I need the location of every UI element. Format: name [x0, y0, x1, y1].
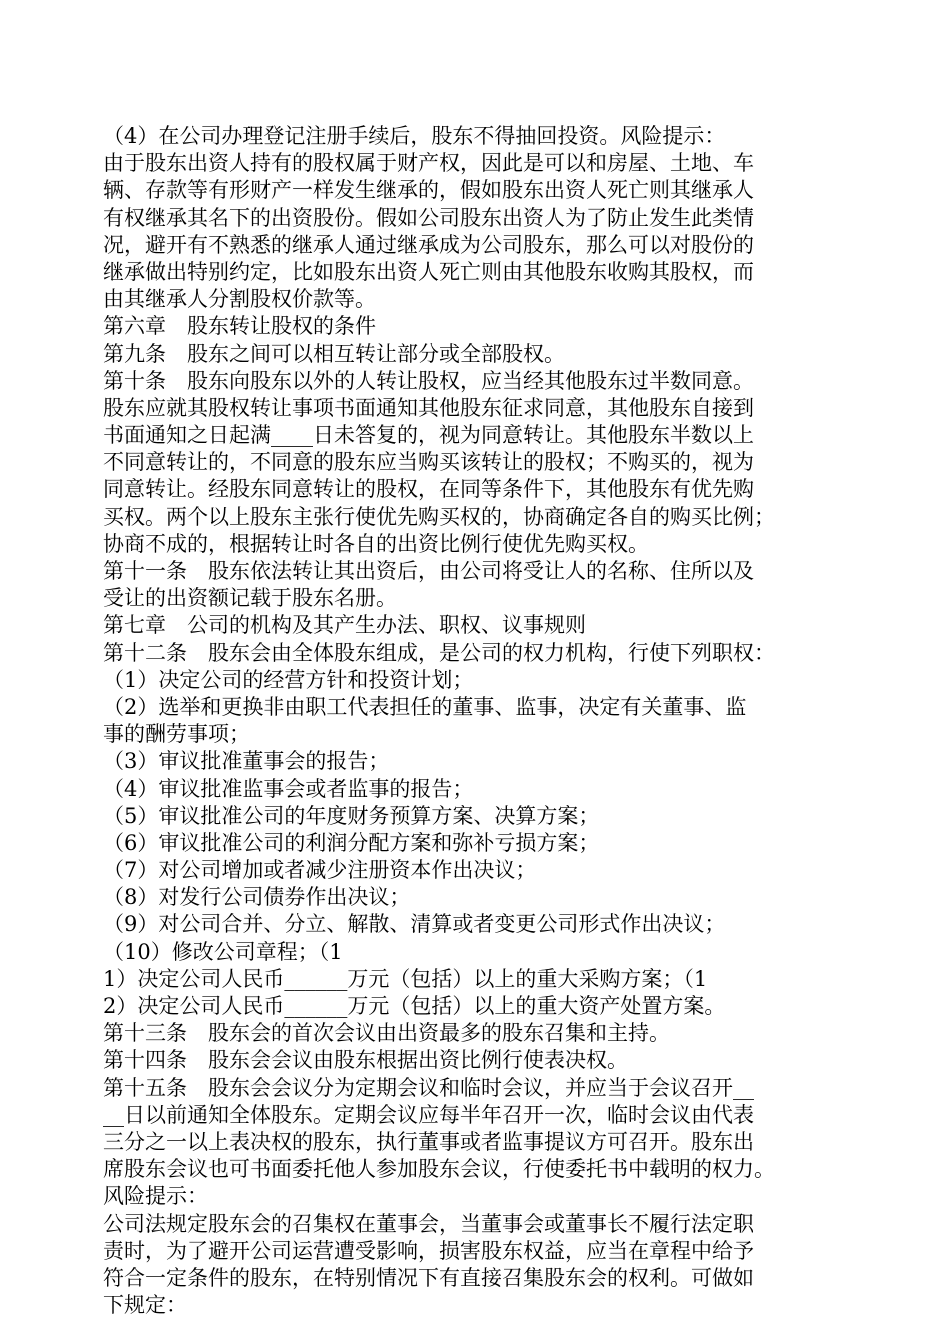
text-line: 三分之一以上表决权的股东，执行董事或者监事提议方可召开。股东出 [103, 1129, 754, 1154]
text-line: 不同意转让的，不同意的股东应当购买该转让的股权；不购买的，视为 [103, 450, 754, 475]
document-body [103, 123, 855, 1319]
text-line: 下规定： [103, 1293, 187, 1318]
text-line: （2）选举和更换非由职工代表担任的董事、监事，决定有关董事、监 [103, 694, 747, 719]
chapter-heading: 第七章 公司的机构及其产生办法、职权、议事规则 [103, 613, 586, 638]
text-line: （10）修改公司章程；（1 [103, 939, 343, 964]
text-line: 书面通知之日起满____日未答复的，视为同意转让。其他股东半数以上 [103, 423, 754, 448]
text-line: 同意转让。经股东同意转让的股权，在同等条件下，其他股东有优先购 [103, 477, 754, 502]
text-line: 责时，为了避开公司运营遭受影响，损害股东权益，应当在章程中给予 [103, 1238, 754, 1263]
text-line: （4）审议批准监事会或者监事的报告； [103, 776, 474, 801]
text-line: 席股东会议也可书面委托他人参加股东会议，行使委托书中载明的权力。 [103, 1157, 775, 1182]
text-line: 2）决定公司人民币______万元（包括）以上的重大资产处置方案。 [103, 994, 726, 1018]
text-line: 符合一定条件的股东，在特别情况下有直接召集股东会的权利。可做如 [103, 1265, 754, 1290]
text-line: 第十四条 股东会会议由股东根据出资比例行使表决权。 [103, 1048, 628, 1073]
text-line: （3）审议批准董事会的报告； [103, 749, 390, 774]
chapter-heading: 第六章 股东转让股权的条件 [103, 314, 376, 339]
text-line: （9）对公司合并、分立、解散、清算或者变更公司形式作出决议； [103, 912, 726, 937]
text-line: （8）对发行公司债券作出决议； [103, 885, 411, 910]
text-line: 第十一条 股东依法转让其出资后，由公司将受让人的名称、住所以及 [103, 559, 754, 583]
text-line: 协商不成的，根据转让时各自的出资比例行使优先购买权。 [103, 531, 649, 556]
text-line: 由于股东出资人持有的股权属于财产权，因此是可以和房屋、土地、车 [103, 151, 754, 176]
text-line: 继承做出特别约定，比如股东出资人死亡则由其他股东收购其股权，而 [103, 259, 754, 284]
text-line: 况，避开有不熟悉的继承人通过继承成为公司股东，那么可以对股份的 [103, 232, 754, 257]
text-line: 由其继承人分割股权价款等。 [103, 287, 376, 312]
text-line: __日以前通知全体股东。定期会议应每半年召开一次，临时会议由代表 [103, 1102, 754, 1127]
text-line: 第十五条 股东会会议分为定期会议和临时会议，并应当于会议召开__ [103, 1075, 754, 1100]
text-line: （4）在公司办理登记注册手续后，股东不得抽回投资。风险提示： [103, 124, 726, 148]
text-line: （1）决定公司的经营方针和投资计划； [103, 667, 474, 692]
text-line: 事的酬劳事项； [103, 722, 250, 747]
text-line: 第十条 股东向股东以外的人转让股权，应当经其他股东过半数同意。 [103, 368, 754, 393]
text-line: 第九条 股东之间可以相互转让部分或全部股权。 [103, 341, 565, 366]
text-line: 受让的出资额记载于股东名册。 [103, 586, 397, 611]
text-line: 有权继承其名下的出资股份。假如公司股东出资人为了防止发生此类情 [103, 205, 754, 230]
text-line: 第十三条 股东会的首次会议由出资最多的股东召集和主持。 [103, 1021, 670, 1046]
text-line: 1）决定公司人民币______万元（包括）以上的重大采购方案；（1 [103, 966, 708, 991]
text-line: 股东应就其股权转让事项书面通知其他股东征求同意，其他股东自接到 [103, 395, 754, 420]
text-line: 公司法规定股东会的召集权在董事会，当董事会或董事长不履行法定职 [103, 1211, 754, 1236]
text-line: （5）审议批准公司的年度财务预算方案、决算方案； [103, 803, 600, 828]
text-line: 第十二条 股东会由全体股东组成，是公司的权力机构，行使下列职权： [103, 640, 775, 665]
text-line: （7）对公司增加或者减少注册资本作出决议； [103, 858, 537, 883]
text-line: （6）审议批准公司的利润分配方案和弥补亏损方案； [103, 830, 600, 855]
text-line: 买权。两个以上股东主张行使优先购买权的，协商确定各自的购买比例； [103, 504, 775, 529]
text-line: 风险提示： [103, 1184, 208, 1209]
text-line: 辆、存款等有形财产一样发生继承的，假如股东出资人死亡则其继承人 [103, 178, 754, 203]
